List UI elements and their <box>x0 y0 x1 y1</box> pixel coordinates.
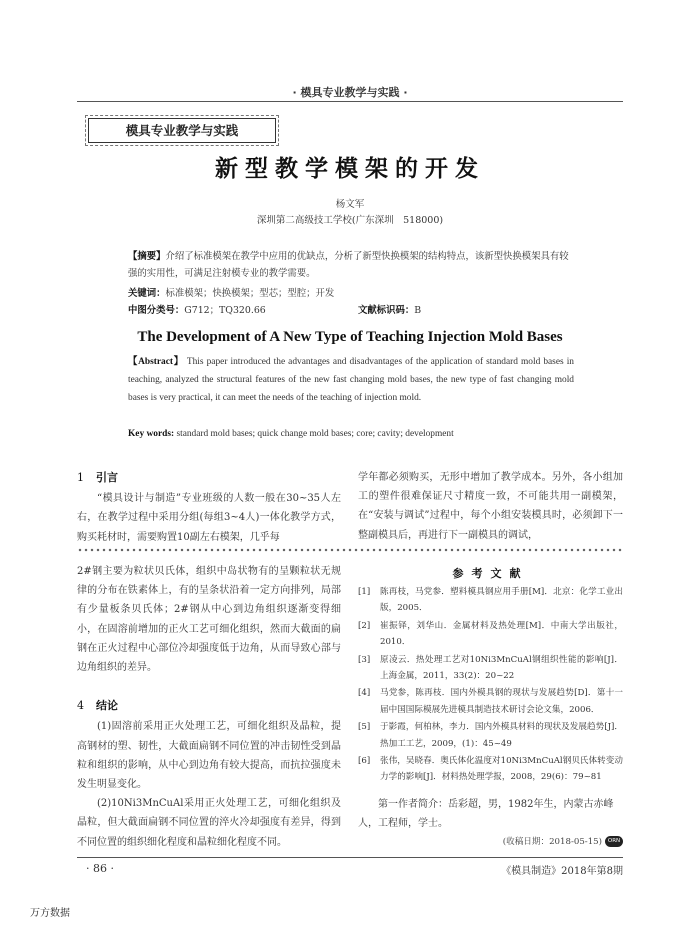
fragment-paragraph: 2#钢主要为粒状贝氏体，组织中岛状物有的呈颗粒状无规律的分布在铁素体上，有的呈条状沿着一定方向排列，局部有少量板条贝氏体；2#钢从中心到边角组织逐渐变得细小，在固溶前增加的正火工艺可细化组织，然而大截面的扁钢在正火过程中心部位冷却强度低于边角，从而导致心部与边角组织的差异。 <box>77 566 341 674</box>
intro-column-right <box>358 468 623 545</box>
intro-paragraph-left: “模具设计与制造”专业班级的人数一般在30~35人左右，在教学过程中采用分组(每组3~4人)一体化教学方式，购买耗材时，需要购置10副左右模架，几乎每 <box>77 493 341 543</box>
author-affiliation: 深圳第二高级技工学校(广东深圳 518000) <box>256 215 444 226</box>
references-title: 参考文献 <box>452 567 529 580</box>
journal-issue: 《模具制造》2018年第8期 <box>501 866 623 877</box>
journal-badge-icon: ORN <box>605 836 623 847</box>
wanfang-watermark: 万方数据 <box>30 908 70 919</box>
keywords-cn-label: 关键词： <box>128 288 166 299</box>
author-bio <box>358 795 623 833</box>
abstract-cn-label: 【摘要】 <box>128 251 166 262</box>
conclusion-paragraph-1: (1)固溶前采用正火处理工艺，可细化组织及晶粒，提高钢材的塑、韧性，大截面扁钢不同位置的冲击韧性受到晶粒和组织的影响，从中心到边角有较大提高，而抗拉强度未发生明显变化。 <box>77 721 341 791</box>
author-name: 杨文军 <box>335 199 365 210</box>
classification-line <box>128 303 576 320</box>
running-header: · 模具专业教学与实践 · <box>292 86 408 99</box>
reference-text: 张伟，吴晓春．奥氏体化温度对10Ni3MnCuAl钢贝氏体转变动力学的影响[J]．材料热处理学报，2008，29(6)：79~81 <box>380 756 623 783</box>
article-title-cn: 新型教学模架的开发 <box>215 156 485 182</box>
article-title-en: The Development of A New Type of Teaching Injection Mold Bases <box>137 329 563 345</box>
received-date <box>358 835 623 847</box>
section-1-heading <box>77 468 341 487</box>
header-rule <box>77 101 623 102</box>
reference-text: 原凌云．热处理工艺对10Ni3MnCuAl钢组织性能的影响[J]．上海金属，2011，33(2)：20~22 <box>380 654 623 682</box>
abstract-en-text: This paper introduced the advantages and disadvantages of the application of standard mold bases in teaching, analyzed the structural features of the new fast changing mold bases, the new type of fast changing mold bases is very practical, it can meet the needs of the teaching of injection mold. <box>128 357 574 403</box>
clc-value: G712；TQ320.66 <box>184 305 266 316</box>
star-divider <box>77 546 623 554</box>
reference-item <box>358 685 623 718</box>
keywords-en-label: Key words: <box>128 429 175 439</box>
section-4-heading <box>77 696 341 715</box>
reference-item <box>358 719 623 752</box>
conclusion-paragraph-2: (2)10Ni3MnCuAl采用正火处理工艺，可细化组织及晶粒，但大截面扁钢不同位置的淬火冷却强度有差异，得到不同位置的组织细化程度和晶粒细化程度不同。 <box>77 798 341 848</box>
abstract-en <box>128 353 574 407</box>
reference-item <box>358 652 623 685</box>
clc-label: 中图分类号： <box>128 305 185 316</box>
reference-number: [1] <box>358 587 371 597</box>
footer-rule <box>77 857 623 858</box>
reference-number: [3] <box>358 654 371 665</box>
received-date-text: (收稿日期：2018-05-15) <box>502 837 602 847</box>
doc-code <box>358 303 421 320</box>
reference-number: [2] <box>358 620 371 631</box>
reference-number: [6] <box>358 756 371 767</box>
section-4 <box>77 696 341 852</box>
reference-text: 于影霞，何柏林，李力．国内外模具材料的现状及发展趋势[J]．热加工工艺，2009，(1)：45~49 <box>380 722 623 749</box>
doc-code-label: 文献标识码： <box>358 305 415 316</box>
reference-item <box>358 753 623 786</box>
abstract-en-label: 【Abstract】 <box>128 357 184 367</box>
reference-number: [5] <box>358 722 371 733</box>
keywords-cn <box>128 286 576 303</box>
references-list <box>358 584 623 787</box>
reference-item <box>358 584 623 617</box>
intro-column-left <box>77 468 341 547</box>
section-4-number: 4 <box>77 699 84 713</box>
author-bio-text: 第一作者简介：岳彩超，男，1982年生，内蒙古赤峰人，工程师，学士。 <box>358 799 614 829</box>
section-4-title: 结论 <box>96 699 118 713</box>
abstract-cn <box>128 249 576 282</box>
keywords-cn-text: 标准模架；快换模架；型芯；型腔；开发 <box>165 288 335 299</box>
section-box-label: 模具专业教学与实践 <box>88 118 276 143</box>
keywords-en <box>128 426 574 442</box>
keywords-en-text: standard mold bases; quick change mold bases; core; cavity; development <box>174 429 454 439</box>
intro-paragraph-right: 学年都必须购买，无形中增加了教学成本。另外，各小组加工的塑件很难保证尺寸精度一致，不可能共用一副模架，在“安装与调试”过程中，每个小组安装模具时，必须卸下一整副模具后，再进行下一副模具的调试， <box>358 472 623 541</box>
abstract-cn-text: 介绍了标准模架在教学中应用的优缺点，分析了新型快换模架的结构特点，该新型快换模架具有较强的实用性，可满足注射模专业的教学需要。 <box>128 251 569 279</box>
continuation-column-left <box>77 562 341 852</box>
reference-text: 崔振铎，刘华山．金属材料及热处理[M]．中南大学出版社，2010． <box>380 620 623 648</box>
reference-text: 马党参，陈再枝．国内外模具钢的现状与发展趋势[D]．第十一届中国国际模展先进模具制造技术研讨会论文集，2006． <box>380 688 623 715</box>
reference-item <box>358 618 623 651</box>
reference-number: [4] <box>358 688 371 699</box>
section-1-number: 1 <box>77 471 84 484</box>
doc-code-value: B <box>414 305 422 316</box>
page-number: · 86 · <box>86 862 114 875</box>
section-1-title: 引言 <box>96 471 118 484</box>
reference-text: 陈再枝，马党参．塑料模具钢应用手册[M]．北京：化学工业出版，2005． <box>380 587 623 614</box>
